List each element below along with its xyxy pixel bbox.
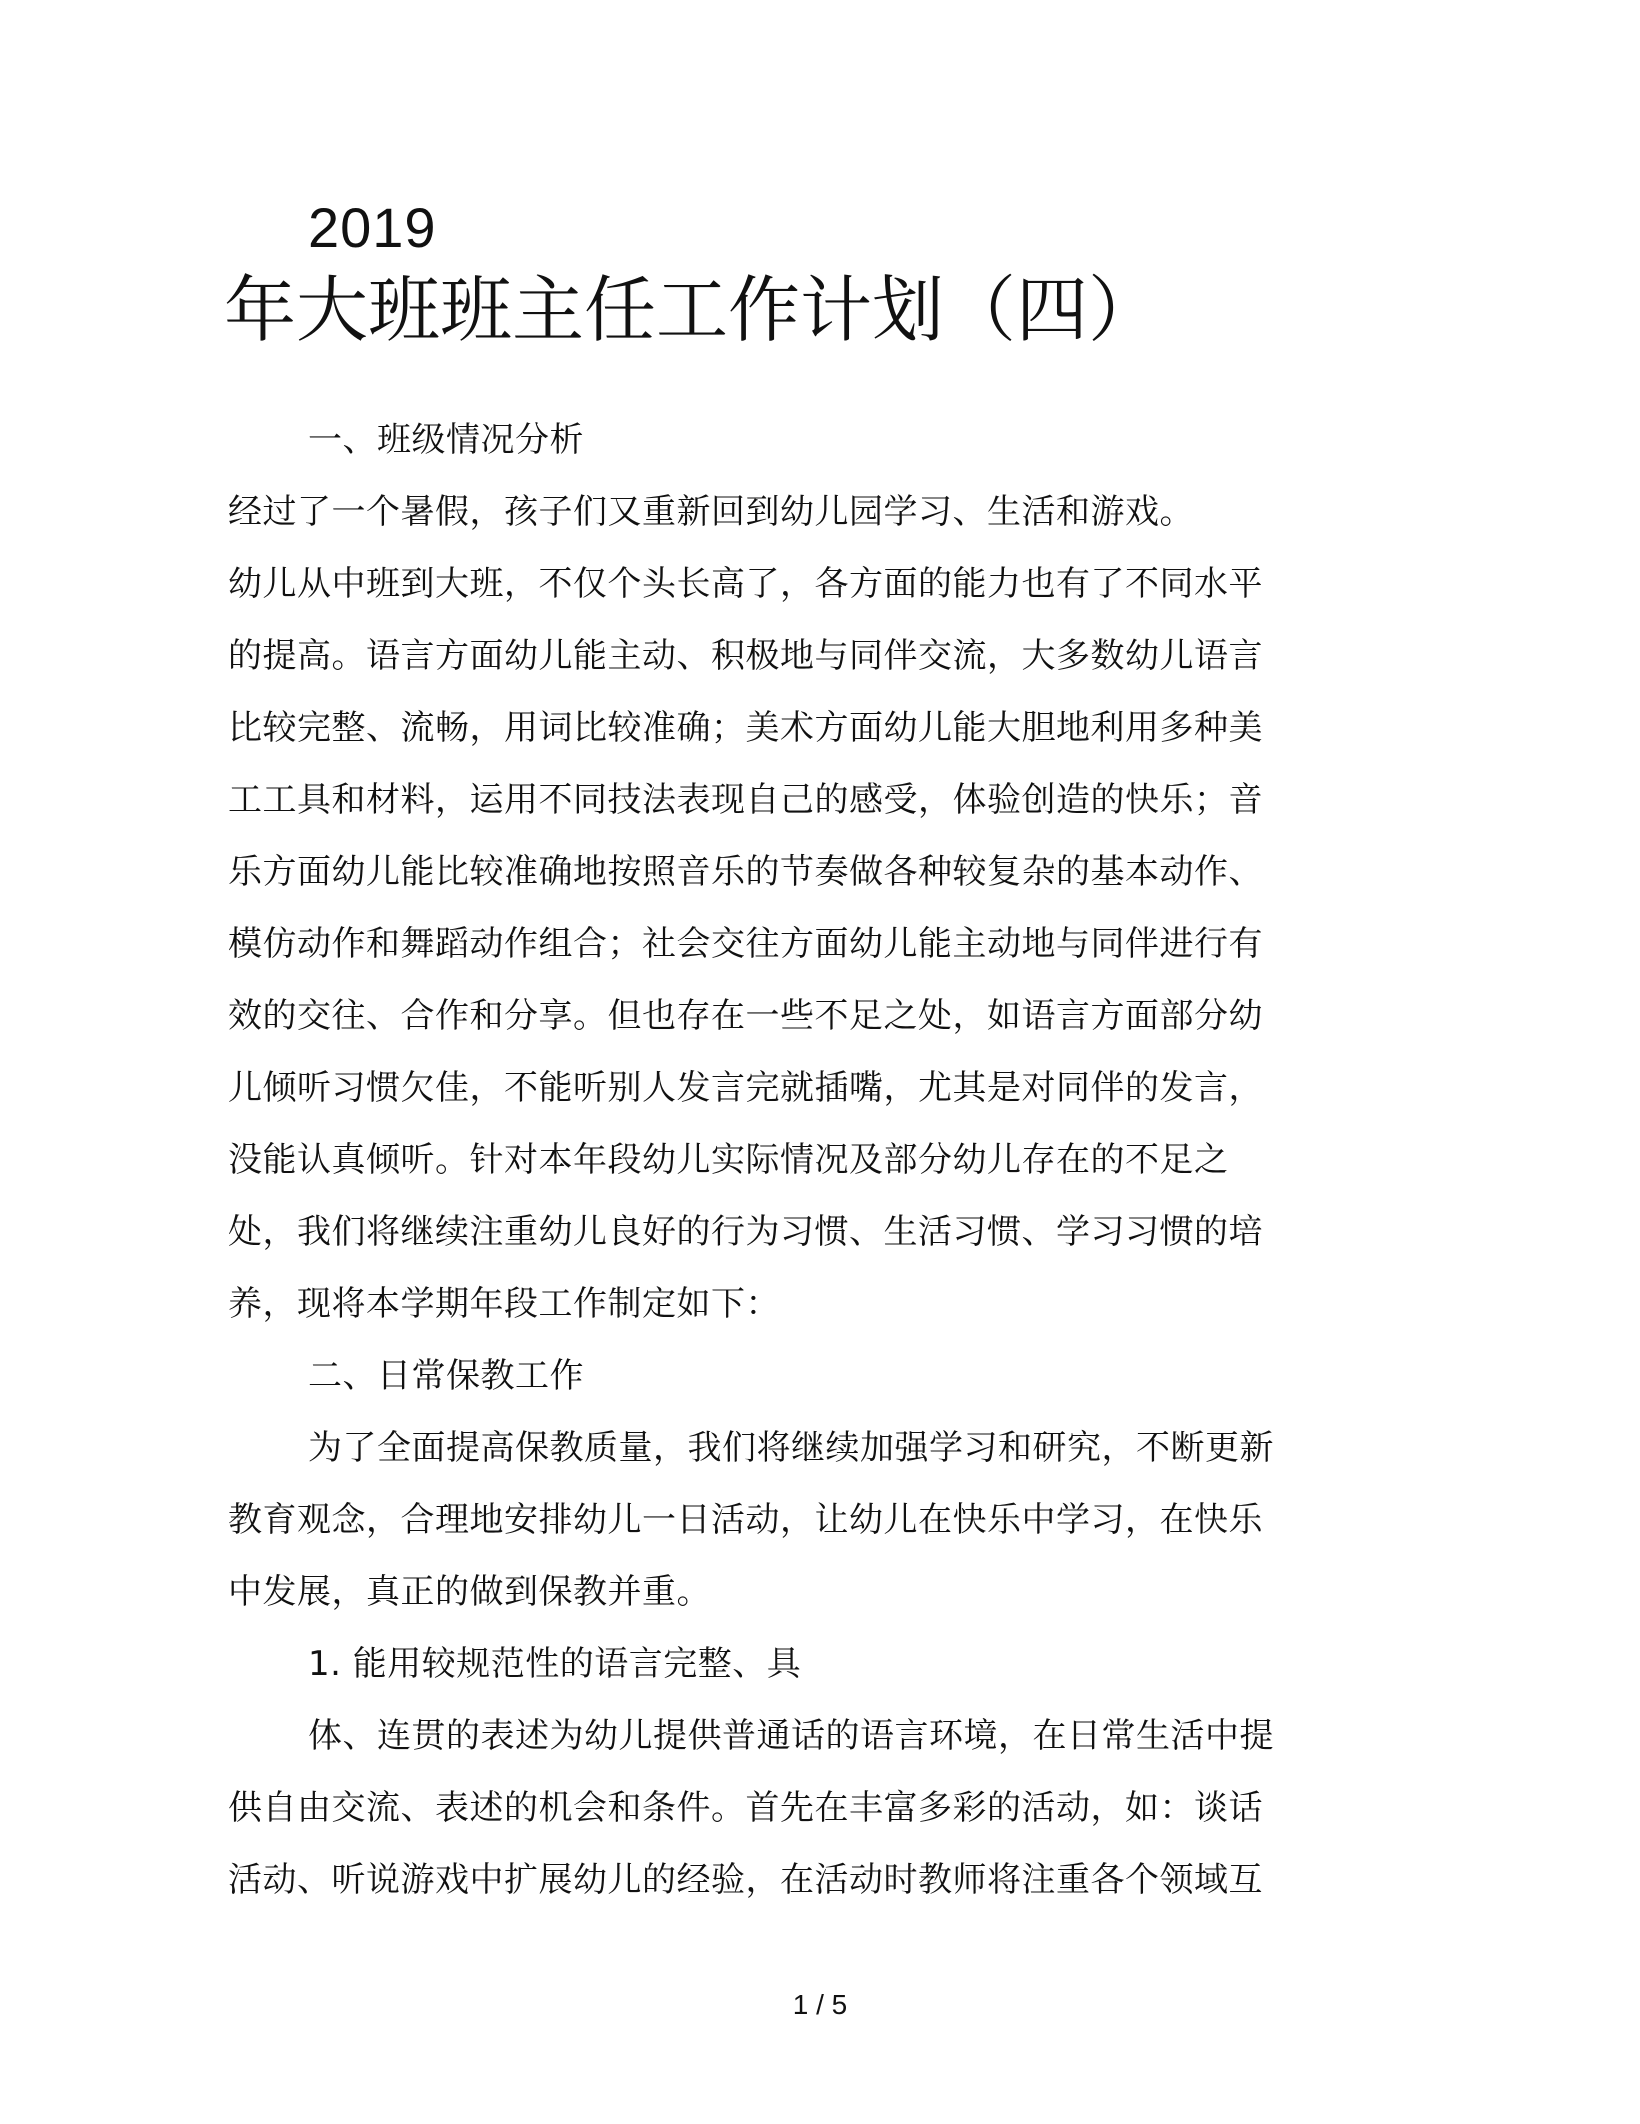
paragraph-line: 的提高。语言方面幼儿能主动、积极地与同伴交流，大多数幼儿语言 — [228, 636, 1263, 676]
paragraph-line: 比较完整、流畅，用词比较准确；美术方面幼儿能大胆地利用多种美 — [228, 708, 1263, 748]
paragraph-line: 工工具和材料，运用不同技法表现自己的感受，体验创造的快乐；音 — [228, 780, 1263, 820]
paragraph-line: 为了全面提高保教质量，我们将继续加强学习和研究，不断更新 — [308, 1428, 1274, 1468]
page-number: 1 / 5 — [792, 1989, 848, 2020]
paragraph-line: 经过了一个暑假，孩子们又重新回到幼儿园学习、生活和游戏。 — [228, 492, 1194, 532]
numbered-item: 1. 能用较规范性的语言完整、具 — [308, 1644, 802, 1684]
section-heading-2: 二、日常保教工作 — [308, 1356, 584, 1396]
paragraph-line: 活动、听说游戏中扩展幼儿的经验，在活动时教师将注重各个领域互 — [228, 1860, 1263, 1900]
paragraph-line: 体、连贯的表述为幼儿提供普通话的语言环境，在日常生活中提 — [308, 1716, 1274, 1756]
paragraph-line: 模仿动作和舞蹈动作组合；社会交往方面幼儿能主动地与同伴进行有 — [228, 924, 1263, 964]
paragraph-line: 儿倾听习惯欠佳，不能听别人发言完就插嘴，尤其是对同伴的发言， — [228, 1068, 1263, 1108]
section-heading-1: 一、班级情况分析 — [308, 420, 584, 460]
page-title: 年大班班主任工作计划（四） — [224, 268, 1161, 352]
paragraph-line: 效的交往、合作和分享。但也存在一些不足之处，如语言方面部分幼 — [228, 996, 1263, 1036]
title-year: 2019 — [308, 196, 437, 259]
paragraph-line: 教育观念，合理地安排幼儿一日活动，让幼儿在快乐中学习，在快乐 — [228, 1500, 1263, 1540]
paragraph-line: 没能认真倾听。针对本年段幼儿实际情况及部分幼儿存在的不足之 — [228, 1140, 1229, 1180]
paragraph-line: 处，我们将继续注重幼儿良好的行为习惯、生活习惯、学习习惯的培 — [228, 1212, 1263, 1252]
paragraph-line: 养，现将本学期年段工作制定如下： — [228, 1284, 780, 1324]
paragraph-line: 幼儿从中班到大班，不仅个头长高了，各方面的能力也有了不同水平 — [228, 564, 1263, 604]
paragraph-line: 中发展，真正的做到保教并重。 — [228, 1572, 711, 1612]
paragraph-line: 乐方面幼儿能比较准确地按照音乐的节奏做各种较复杂的基本动作、 — [228, 852, 1263, 892]
paragraph-line: 供自由交流、表述的机会和条件。首先在丰富多彩的活动，如：谈话 — [228, 1788, 1263, 1828]
